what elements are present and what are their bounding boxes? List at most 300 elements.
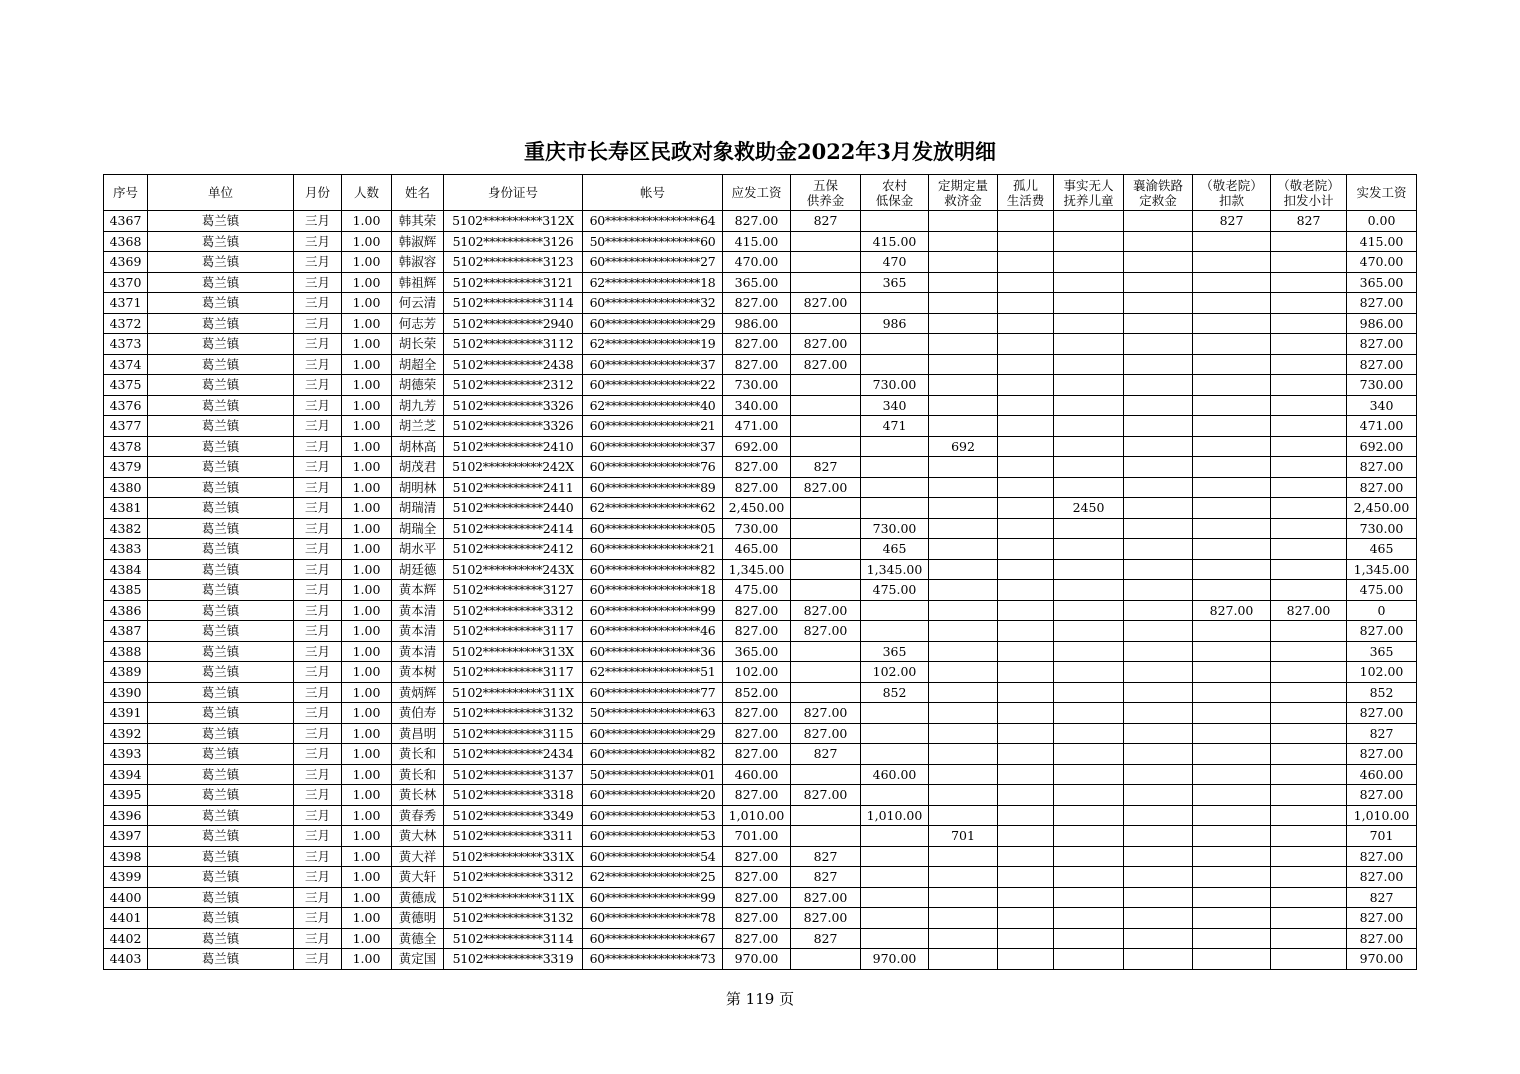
table-cell: 970.00: [861, 949, 929, 970]
table-cell: 827.00: [723, 354, 791, 375]
table-cell: 827.00: [1347, 334, 1417, 355]
table-cell: [929, 334, 998, 355]
table-cell: 4392: [104, 723, 148, 744]
table-cell: 葛兰镇: [148, 334, 294, 355]
table-cell: 4382: [104, 518, 148, 539]
table-cell: [929, 354, 998, 375]
table-cell: [1124, 416, 1193, 437]
table-cell: 1.00: [342, 211, 392, 232]
table-cell: 1,345.00: [1347, 559, 1417, 580]
table-cell: [998, 395, 1054, 416]
table-cell: 4371: [104, 293, 148, 314]
table-cell: 60****************32: [583, 293, 723, 314]
table-cell: [1054, 703, 1124, 724]
table-cell: [1054, 580, 1124, 601]
table-cell: 60****************29: [583, 313, 723, 334]
table-cell: 葛兰镇: [148, 785, 294, 806]
table-cell: 三月: [294, 539, 342, 560]
table-cell: 5102**********3349: [444, 805, 583, 826]
table-cell: 60****************82: [583, 744, 723, 765]
table-cell: 1.00: [342, 908, 392, 929]
column-header: 月份: [294, 175, 342, 211]
table-cell: [1054, 723, 1124, 744]
table-cell: 5102**********3132: [444, 908, 583, 929]
table-cell: [929, 662, 998, 683]
table-cell: 4393: [104, 744, 148, 765]
table-cell: 60****************46: [583, 621, 723, 642]
table-cell: [1193, 682, 1271, 703]
table-cell: [1271, 641, 1347, 662]
table-cell: [1124, 580, 1193, 601]
table-cell: 50****************63: [583, 703, 723, 724]
table-cell: 5102**********331X: [444, 846, 583, 867]
table-cell: 730.00: [723, 375, 791, 396]
table-cell: 827: [791, 867, 861, 888]
table-cell: 340: [861, 395, 929, 416]
table-cell: [1054, 641, 1124, 662]
page-number: 第 119 页: [725, 990, 795, 1008]
table-cell: 4400: [104, 887, 148, 908]
table-cell: [998, 313, 1054, 334]
table-cell: [791, 395, 861, 416]
table-cell: [1124, 457, 1193, 478]
table-cell: 葛兰镇: [148, 723, 294, 744]
table-cell: 4380: [104, 477, 148, 498]
table-cell: 4372: [104, 313, 148, 334]
table-row: [104, 764, 1417, 785]
table-cell: 986.00: [1347, 313, 1417, 334]
table-cell: [1054, 231, 1124, 252]
table-cell: 827.00: [791, 477, 861, 498]
table-cell: 827.00: [723, 928, 791, 949]
table-cell: 5102**********3318: [444, 785, 583, 806]
table-cell: 60****************21: [583, 539, 723, 560]
table-cell: 胡明林: [392, 477, 444, 498]
table-cell: 三月: [294, 826, 342, 847]
table-cell: [791, 826, 861, 847]
table-cell: 102.00: [723, 662, 791, 683]
table-cell: [1193, 252, 1271, 273]
table-cell: [998, 416, 1054, 437]
table-cell: [1271, 580, 1347, 601]
table-cell: [1054, 518, 1124, 539]
table-cell: [998, 744, 1054, 765]
table-cell: 5102**********3123: [444, 252, 583, 273]
table-cell: 986.00: [723, 313, 791, 334]
table-cell: 365: [1347, 641, 1417, 662]
table-cell: [1193, 539, 1271, 560]
table-row: [104, 928, 1417, 949]
table-cell: [1271, 744, 1347, 765]
table-cell: [791, 949, 861, 970]
table-cell: [998, 867, 1054, 888]
table-cell: [1193, 723, 1271, 744]
table-cell: 60****************37: [583, 354, 723, 375]
table-cell: 三月: [294, 375, 342, 396]
table-cell: 1.00: [342, 949, 392, 970]
table-cell: [1124, 559, 1193, 580]
table-cell: [791, 436, 861, 457]
table-cell: 465.00: [723, 539, 791, 560]
table-cell: [929, 457, 998, 478]
table-cell: 黄本清: [392, 621, 444, 642]
table-cell: 827: [791, 928, 861, 949]
table-cell: 三月: [294, 457, 342, 478]
table-cell: [1054, 764, 1124, 785]
table-cell: [1124, 518, 1193, 539]
table-cell: 葛兰镇: [148, 416, 294, 437]
table-cell: [1054, 887, 1124, 908]
table-cell: 102.00: [1347, 662, 1417, 683]
table-cell: 827.00: [1347, 908, 1417, 929]
table-cell: [791, 559, 861, 580]
table-cell: [998, 723, 1054, 744]
table-cell: 5102**********2414: [444, 518, 583, 539]
table-cell: 三月: [294, 867, 342, 888]
table-cell: [1124, 231, 1193, 252]
table-cell: 475.00: [861, 580, 929, 601]
table-row: [104, 826, 1417, 847]
column-header: 实发工资: [1347, 175, 1417, 211]
table-row: [104, 416, 1417, 437]
table-row: [104, 682, 1417, 703]
table-cell: 60****************29: [583, 723, 723, 744]
table-cell: [998, 272, 1054, 293]
table-cell: 1.00: [342, 744, 392, 765]
table-cell: [998, 457, 1054, 478]
table-cell: 葛兰镇: [148, 313, 294, 334]
table-cell: 730.00: [861, 375, 929, 396]
table-cell: 葛兰镇: [148, 559, 294, 580]
column-header: 帐号: [583, 175, 723, 211]
table-cell: 黄德明: [392, 908, 444, 929]
table-row: [104, 846, 1417, 867]
table-cell: 827.00: [1347, 846, 1417, 867]
table-cell: 62****************40: [583, 395, 723, 416]
table-cell: 4398: [104, 846, 148, 867]
table-cell: [1271, 231, 1347, 252]
table-row: [104, 518, 1417, 539]
table-cell: 60****************89: [583, 477, 723, 498]
table-row: [104, 785, 1417, 806]
table-cell: [929, 744, 998, 765]
table-cell: 5102**********311X: [444, 887, 583, 908]
table-row: [104, 313, 1417, 334]
table-cell: 60****************78: [583, 908, 723, 929]
table-cell: [1193, 395, 1271, 416]
table-cell: [1193, 518, 1271, 539]
table-cell: 60****************76: [583, 457, 723, 478]
table-cell: 60****************53: [583, 826, 723, 847]
table-cell: [1124, 928, 1193, 949]
table-cell: 4373: [104, 334, 148, 355]
table-row: [104, 723, 1417, 744]
table-cell: [998, 641, 1054, 662]
table-cell: [1271, 785, 1347, 806]
table-cell: 黄大轩: [392, 867, 444, 888]
table-cell: [1054, 559, 1124, 580]
table-cell: 471.00: [1347, 416, 1417, 437]
table-row: [104, 457, 1417, 478]
table-cell: 827.00: [791, 354, 861, 375]
table-cell: 葛兰镇: [148, 662, 294, 683]
table-cell: 三月: [294, 354, 342, 375]
table-cell: [1124, 211, 1193, 232]
table-cell: 1.00: [342, 600, 392, 621]
table-cell: 韩祖辉: [392, 272, 444, 293]
table-cell: 黄本树: [392, 662, 444, 683]
table-cell: 5102**********3117: [444, 662, 583, 683]
table-cell: 葛兰镇: [148, 477, 294, 498]
table-cell: 692: [929, 436, 998, 457]
table-cell: 胡林高: [392, 436, 444, 457]
table-cell: 葛兰镇: [148, 846, 294, 867]
table-cell: 827.00: [1347, 703, 1417, 724]
table-cell: 5102**********3114: [444, 928, 583, 949]
table-cell: [1193, 662, 1271, 683]
table-cell: [1124, 723, 1193, 744]
table-cell: [1193, 621, 1271, 642]
table-cell: [1193, 559, 1271, 580]
table-cell: 62****************62: [583, 498, 723, 519]
page-title: 重庆市长寿区民政对象救助金2022年3月发放明细: [523, 139, 997, 164]
table-cell: [998, 539, 1054, 560]
table-cell: [1271, 436, 1347, 457]
table-cell: [1124, 641, 1193, 662]
table-cell: 827.00: [791, 621, 861, 642]
table-row: [104, 805, 1417, 826]
table-cell: 葛兰镇: [148, 252, 294, 273]
table-cell: [929, 313, 998, 334]
table-cell: 胡茂君: [392, 457, 444, 478]
table-cell: 2450: [1054, 498, 1124, 519]
table-cell: [1271, 846, 1347, 867]
table-cell: 三月: [294, 682, 342, 703]
table-cell: 827: [791, 211, 861, 232]
table-cell: 葛兰镇: [148, 600, 294, 621]
table-cell: [998, 621, 1054, 642]
table-cell: [1054, 662, 1124, 683]
table-cell: [1271, 559, 1347, 580]
table-cell: 60****************05: [583, 518, 723, 539]
table-cell: [998, 477, 1054, 498]
table-row: [104, 887, 1417, 908]
table-cell: 1.00: [342, 498, 392, 519]
table-cell: 葛兰镇: [148, 375, 294, 396]
table-cell: 葛兰镇: [148, 580, 294, 601]
table-cell: [791, 313, 861, 334]
table-cell: [1124, 477, 1193, 498]
table-cell: 470.00: [723, 252, 791, 273]
table-cell: 胡长荣: [392, 334, 444, 355]
table-cell: 827.00: [723, 908, 791, 929]
table-cell: [998, 949, 1054, 970]
table-cell: 827.00: [1347, 621, 1417, 642]
table-cell: [998, 682, 1054, 703]
table-cell: 1.00: [342, 723, 392, 744]
table-cell: 60****************67: [583, 928, 723, 949]
table-cell: 葛兰镇: [148, 211, 294, 232]
table-cell: [1193, 313, 1271, 334]
table-cell: 827: [1347, 723, 1417, 744]
table-cell: [929, 600, 998, 621]
table-cell: [1054, 539, 1124, 560]
table-cell: 827.00: [1193, 600, 1271, 621]
table-cell: [1271, 354, 1347, 375]
table-cell: 黄长林: [392, 785, 444, 806]
table-cell: 胡廷德: [392, 559, 444, 580]
table-cell: 5102**********2438: [444, 354, 583, 375]
table-cell: [1054, 293, 1124, 314]
table-cell: [998, 846, 1054, 867]
table-cell: 827.00: [1347, 457, 1417, 478]
table-cell: [1271, 498, 1347, 519]
table-cell: [929, 928, 998, 949]
table-cell: 4375: [104, 375, 148, 396]
table-cell: 5102**********2434: [444, 744, 583, 765]
table-cell: 5102**********3114: [444, 293, 583, 314]
table-cell: [1054, 477, 1124, 498]
table-cell: 1.00: [342, 457, 392, 478]
table-cell: [1124, 846, 1193, 867]
table-cell: 730.00: [1347, 375, 1417, 396]
table-cell: 葛兰镇: [148, 272, 294, 293]
table-cell: [1271, 313, 1347, 334]
table-cell: [1193, 334, 1271, 355]
table-cell: [998, 436, 1054, 457]
column-header: 农村 低保金: [861, 175, 929, 211]
table-cell: 827.00: [791, 703, 861, 724]
table-row: [104, 375, 1417, 396]
table-cell: [1124, 867, 1193, 888]
table-row: [104, 436, 1417, 457]
table-cell: 三月: [294, 395, 342, 416]
table-cell: [1054, 826, 1124, 847]
table-cell: [998, 231, 1054, 252]
table-cell: 黄长和: [392, 744, 444, 765]
table-cell: 葛兰镇: [148, 908, 294, 929]
table-cell: 黄春秀: [392, 805, 444, 826]
table-cell: 0.00: [1347, 211, 1417, 232]
table-cell: [998, 375, 1054, 396]
table-cell: 4376: [104, 395, 148, 416]
table-cell: [791, 764, 861, 785]
table-cell: 黄本辉: [392, 580, 444, 601]
table-cell: 三月: [294, 621, 342, 642]
table-cell: [1054, 334, 1124, 355]
table-cell: [1124, 908, 1193, 929]
table-cell: 701.00: [723, 826, 791, 847]
table-cell: 何云清: [392, 293, 444, 314]
table-cell: 4401: [104, 908, 148, 929]
table-cell: [1193, 354, 1271, 375]
table-cell: 1.00: [342, 928, 392, 949]
table-cell: 2,450.00: [723, 498, 791, 519]
table-cell: 1.00: [342, 395, 392, 416]
table-cell: [929, 908, 998, 929]
table-cell: 5102**********3115: [444, 723, 583, 744]
table-cell: [1054, 457, 1124, 478]
table-body: [104, 211, 1417, 970]
table-cell: 三月: [294, 518, 342, 539]
table-cell: [1054, 682, 1124, 703]
table-cell: 365.00: [723, 641, 791, 662]
table-cell: [929, 682, 998, 703]
table-cell: [1193, 826, 1271, 847]
table-cell: [791, 662, 861, 683]
table-cell: 1.00: [342, 846, 392, 867]
table-cell: 1.00: [342, 252, 392, 273]
table-cell: 970.00: [723, 949, 791, 970]
table-cell: 5102**********312X: [444, 211, 583, 232]
table-cell: 471.00: [723, 416, 791, 437]
table-cell: [998, 662, 1054, 683]
table-cell: [929, 785, 998, 806]
table-cell: 黄大林: [392, 826, 444, 847]
table-cell: [1124, 375, 1193, 396]
table-cell: [791, 518, 861, 539]
table-cell: [1193, 498, 1271, 519]
table-cell: 三月: [294, 416, 342, 437]
table-cell: 827.00: [1347, 785, 1417, 806]
table-cell: 葛兰镇: [148, 457, 294, 478]
table-cell: 340.00: [723, 395, 791, 416]
table-cell: [1054, 928, 1124, 949]
table-cell: 葛兰镇: [148, 826, 294, 847]
table-cell: [1193, 928, 1271, 949]
table-cell: 4402: [104, 928, 148, 949]
table-cell: [1124, 662, 1193, 683]
table-cell: 葛兰镇: [148, 436, 294, 457]
table-cell: [791, 580, 861, 601]
table-cell: 60****************64: [583, 211, 723, 232]
table-cell: 470.00: [1347, 252, 1417, 273]
table-cell: [791, 805, 861, 826]
table-cell: 5102**********2411: [444, 477, 583, 498]
table-cell: 50****************60: [583, 231, 723, 252]
column-header: 定期定量 救济金: [929, 175, 998, 211]
table-cell: [791, 498, 861, 519]
table-cell: [1124, 785, 1193, 806]
table-cell: 葛兰镇: [148, 764, 294, 785]
table-row: [104, 477, 1417, 498]
table-cell: 460.00: [723, 764, 791, 785]
table-cell: [1193, 457, 1271, 478]
table-cell: 1.00: [342, 805, 392, 826]
table-cell: 三月: [294, 334, 342, 355]
table-cell: [861, 621, 929, 642]
table-row: [104, 949, 1417, 970]
table-cell: [1271, 949, 1347, 970]
table-cell: 62****************25: [583, 867, 723, 888]
table-cell: [861, 334, 929, 355]
table-cell: [861, 928, 929, 949]
table-cell: 62****************18: [583, 272, 723, 293]
table-cell: [1271, 662, 1347, 683]
column-header: （敬老院） 扣款: [1193, 175, 1271, 211]
table-cell: 5102**********243X: [444, 559, 583, 580]
table-cell: 1,345.00: [723, 559, 791, 580]
table-cell: [861, 826, 929, 847]
table-cell: 340: [1347, 395, 1417, 416]
table-cell: 葛兰镇: [148, 805, 294, 826]
table-cell: [998, 887, 1054, 908]
table-cell: [1124, 703, 1193, 724]
table-row: [104, 293, 1417, 314]
table-cell: 1.00: [342, 539, 392, 560]
table-cell: [929, 703, 998, 724]
table-cell: 60****************99: [583, 887, 723, 908]
